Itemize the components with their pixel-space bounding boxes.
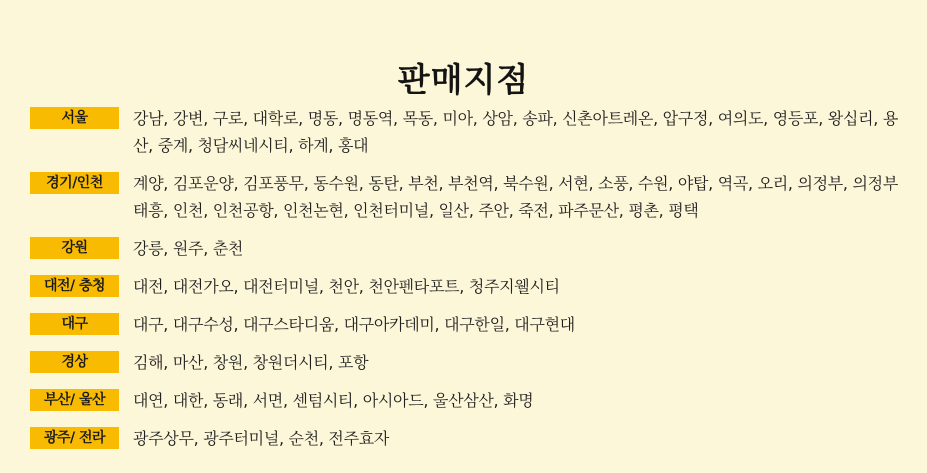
region-label: 경상 [30, 351, 119, 373]
region-store-list: 김해, 마산, 창원, 창원더시티, 포항 [133, 353, 369, 372]
region-row-gwangju-jeolla [30, 425, 910, 452]
region-label: 경기/인천 [30, 172, 119, 194]
page-title: 판매지점 [397, 60, 530, 100]
region-row-gyeongsang [30, 349, 910, 376]
region-store-list: 광주상무, 광주터미널, 순천, 전주효자 [133, 429, 390, 448]
region-row-seoul [30, 105, 910, 159]
region-row-daegu [30, 311, 910, 338]
region-label: 대구 [30, 313, 119, 335]
region-store-list: 대구, 대구수성, 대구스타디움, 대구아카데미, 대구한일, 대구현대 [133, 315, 575, 334]
region-row-gangwon [30, 235, 910, 262]
region-store-list: 강릉, 원주, 춘천 [133, 239, 244, 258]
region-label: 대전/ 충청 [30, 275, 119, 297]
region-store-list: 계양, 김포운양, 김포풍무, 동수원, 동탄, 부천, 부천역, 북수원, 서현, 소풍, 수원, 야탑, 역곡, 오리, 의정부, 의정부태흥, 인천, 인천공항, 인천논현, 인천터미널, 일산, 주안, 죽전, 파주문산, 평촌, 평택 [133, 174, 898, 220]
region-label: 부산/ 울산 [30, 389, 119, 411]
region-label: 서울 [30, 107, 119, 129]
region-list [30, 105, 910, 463]
region-row-daejeon-chungcheong [30, 273, 910, 300]
region-store-list: 대전, 대전가오, 대전터미널, 천안, 천안펜타포트, 청주지웰시티 [133, 277, 560, 296]
region-label: 광주/ 전라 [30, 427, 119, 449]
region-row-busan-ulsan [30, 387, 910, 414]
region-label: 강원 [30, 237, 119, 259]
region-store-list: 대연, 대한, 동래, 서면, 센텀시티, 아시아드, 울산삼산, 화명 [133, 391, 534, 410]
region-row-gyeonggi-incheon [30, 170, 910, 224]
region-store-list: 강남, 강변, 구로, 대학로, 명동, 명동역, 목동, 미아, 상암, 송파, 신촌아트레온, 압구정, 여의도, 영등포, 왕십리, 용산, 중계, 청담씨네시티, 하계, 홍대 [133, 109, 898, 155]
